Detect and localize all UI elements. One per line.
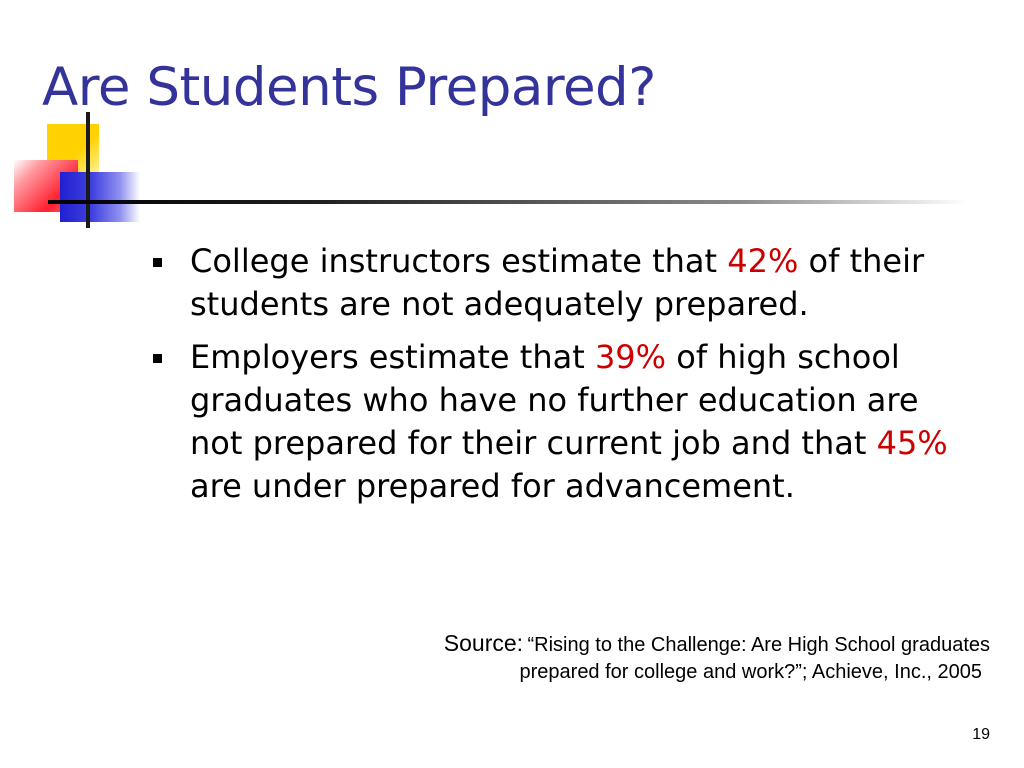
bullet-item — [150, 336, 980, 508]
page-number: 19 — [972, 726, 990, 743]
bullet-text: are under prepared for advancement. — [190, 467, 795, 505]
highlight-percent: 45% — [876, 424, 948, 462]
bullet-text: of high school graduates who have no further education are not prepared for their current job and that — [190, 338, 919, 462]
square-bullet-icon — [153, 258, 162, 267]
bullet-text: College instructors estimate that — [190, 242, 728, 280]
square-bullet-icon — [153, 354, 162, 363]
blue-square-decoration — [60, 172, 140, 222]
bullet-text: of their students are not adequately prepared. — [190, 242, 925, 323]
source-text: “Rising to the Challenge: Are High School graduates — [527, 634, 990, 656]
bullet-list — [150, 240, 980, 518]
highlight-percent: 42% — [727, 242, 799, 280]
source-line-2: prepared for college and work?”; Achieve, Inc., 2005 — [519, 661, 982, 683]
vertical-rule — [86, 112, 90, 228]
source-citation — [444, 630, 990, 684]
corner-decoration — [0, 0, 1024, 240]
bullet-item — [150, 240, 980, 326]
source-line-1 — [444, 630, 990, 657]
bullet-text: Employers estimate that — [190, 338, 595, 376]
source-label: Source: — [443, 630, 524, 656]
slide-title: Are Students Prepared? — [42, 57, 656, 118]
highlight-percent: 39% — [594, 338, 667, 376]
title-underline-rule — [48, 200, 968, 204]
